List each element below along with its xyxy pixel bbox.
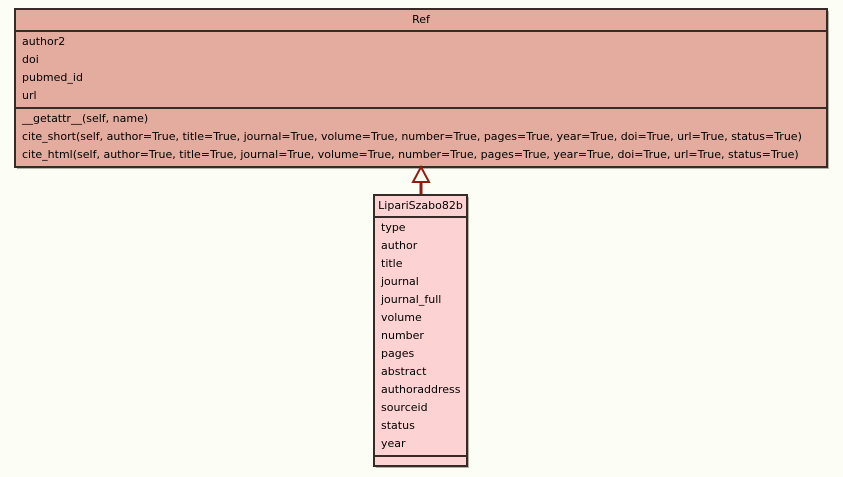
attribute-row: status [381, 419, 415, 432]
attribute-row: url [22, 89, 37, 102]
class-ref-title: Ref [412, 13, 430, 26]
attribute-row: type [381, 221, 406, 234]
attribute-row: authoraddress [381, 383, 461, 396]
attribute-row: number [381, 329, 424, 342]
attribute-row: doi [22, 53, 39, 66]
class-ref-methods [16, 107, 826, 166]
method-row: __getattr__(self, name) [22, 112, 149, 125]
attribute-row: pages [381, 347, 415, 360]
class-lipariszabo82b-attributes [375, 218, 466, 455]
attribute-row: abstract [381, 365, 427, 378]
class-lipariszabo82b-header [375, 196, 466, 218]
class-lipariszabo82b-methods [375, 455, 466, 465]
attribute-row: author2 [22, 35, 66, 48]
attribute-row: title [381, 257, 403, 270]
class-lipariszabo82b [373, 194, 468, 467]
class-ref [14, 8, 828, 168]
class-ref-attributes [16, 32, 826, 107]
attribute-row: pubmed_id [22, 71, 83, 84]
class-lipariszabo82b-title: LipariSzabo82b [378, 199, 463, 212]
attribute-row: year [381, 437, 406, 450]
inheritance-arrow-icon [410, 165, 432, 195]
attribute-row: journal_full [381, 293, 442, 306]
inheritance-triangle [413, 167, 429, 182]
attribute-row: journal [381, 275, 419, 288]
attribute-row: sourceid [381, 401, 428, 414]
method-row: cite_html(self, author=True, title=True, journal=True, volume=True, number=True, pages=True, year=True, doi=True, url=True, status=True) [22, 148, 799, 161]
method-row: cite_short(self, author=True, title=True, journal=True, volume=True, number=True, pages=True, year=True, doi=True, url=True, status=True) [22, 130, 802, 143]
class-ref-header [16, 10, 826, 32]
attribute-row: author [381, 239, 418, 252]
attribute-row: volume [381, 311, 422, 324]
